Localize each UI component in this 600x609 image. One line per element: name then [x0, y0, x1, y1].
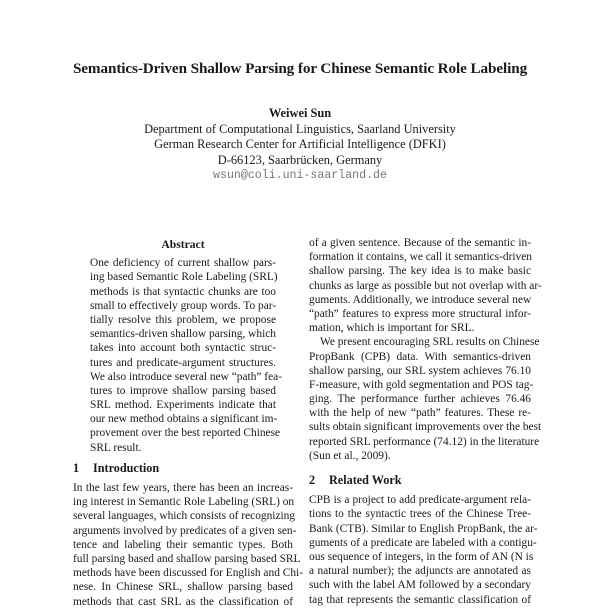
body-line: a natural number); the adjuncts are annotated as	[309, 565, 531, 578]
abstract-heading: Abstract	[161, 238, 205, 251]
abstract-line: tially resolve this problem, we propose	[90, 313, 276, 326]
abstract-line: tures and predicate-argument structures.	[90, 356, 276, 369]
abstract-line: methods is that syntactic chunks are too	[90, 285, 276, 298]
abstract-line: ing based Semantic Role Labeling (SRL)	[90, 271, 278, 284]
body-line: reported SRL performance (74.12) in the literature	[309, 435, 540, 448]
body-line: methods have been discussed for English and Chi-	[73, 567, 303, 580]
section-title: Related Work	[329, 473, 402, 487]
abstract-line: One deficiency of current shallow pars-	[90, 257, 276, 270]
related-work-paragraph	[309, 493, 538, 607]
introduction-paragraph-results	[309, 335, 540, 349]
abstract-line: our new method obtains a significant im-	[90, 413, 278, 426]
abstract-line: provement over the best reported Chinese	[90, 427, 281, 440]
body-line: chunks as large as possible but not overlap with ar-	[309, 279, 542, 292]
paper-title: Semantics-Driven Shallow Parsing for Chinese Semantic Role Labeling	[72, 60, 528, 77]
body-line: PropBank (CPB) data. With semantics-driven	[309, 350, 531, 363]
section-number: 2	[309, 473, 316, 487]
body-line: several languages, which consists of recognizing	[73, 510, 296, 523]
body-line: “path” features to express more structural infor-	[309, 307, 531, 320]
abstract-line: takes into account both syntactic struc-	[90, 342, 276, 355]
body-line: guments. Additionally, we introduce several new	[309, 293, 532, 306]
abstract-line: small to effectively group words. To par-	[90, 299, 277, 312]
body-line: shallow parsing, our SRL system achieves 76.10	[309, 364, 531, 377]
body-line: CPB is a project to add predicate-argument rela-	[309, 494, 531, 507]
body-line: In the last few years, there has been an increas-	[73, 482, 293, 495]
section-title: Introduction	[93, 460, 160, 475]
body-line: methods that cast SRL as the classification of	[73, 595, 293, 608]
affiliation-line: German Research Center for Artificial Intelligence (DFKI)	[154, 137, 446, 152]
body-line: (Sun et al., 2009).	[309, 449, 391, 462]
section-number: 1	[73, 460, 80, 475]
body-line: shallow parsing. The key idea is to make basic	[309, 265, 531, 278]
body-line: tag that represents the semantic classification of	[309, 593, 531, 606]
affiliation-line: D-66123, Saarbrücken, Germany	[217, 152, 383, 167]
abstract-line: SRL method. Experiments indicate that	[90, 399, 276, 412]
body-line: ous sequence of integers, in the form of AN (N is	[309, 550, 534, 563]
abstract-line: SRL result.	[90, 441, 142, 454]
body-line: ing interest in Semantic Role Labeling (SRL) on	[73, 496, 295, 509]
left-column	[73, 236, 303, 609]
body-line: We present encouraging SRL results on Chinese	[320, 336, 540, 349]
body-line: with the help of new “path” features. These re-	[309, 407, 531, 420]
introduction-paragraph	[73, 481, 303, 609]
body-line: arguments involved by predicates of a given sen-	[73, 524, 297, 537]
abstract-body	[90, 256, 282, 455]
body-line: mation, which is important for SRL.	[309, 322, 475, 335]
body-line: F-measure, with gold segmentation and POS tag-	[309, 378, 534, 391]
abstract-line: tures to improve shallow parsing based	[90, 384, 276, 397]
right-column	[309, 236, 542, 607]
body-line: formation it contains, we call it semantics-driven	[309, 251, 533, 264]
body-line: sults obtain significant improvements over the best	[309, 421, 542, 434]
body-line: tence and labeling their semantic types. Both	[73, 538, 293, 551]
section-heading-introduction	[73, 461, 293, 475]
author-email: wsun@coli.uni-saarland.de	[213, 169, 387, 183]
body-line: tions to the syntactic trees of the Chinese Tree-	[309, 508, 531, 521]
introduction-paragraph-continued	[309, 236, 542, 335]
body-line: Bank (CTB). Similar to English PropBank, the ar-	[309, 522, 538, 535]
body-line: of a given sentence. Because of the semantic in-	[309, 237, 531, 249]
section-heading-related-work	[309, 473, 531, 487]
abstract-line: We also introduce several new “path” fea-	[90, 370, 282, 383]
body-line: nese. In Chinese SRL, shallow parsing based	[73, 581, 293, 594]
body-line: guments of a predicate are labeled with a contigu-	[309, 536, 537, 549]
introduction-paragraph-results-body	[309, 350, 542, 464]
body-line: ging. The performance further achieves 76.46	[309, 393, 531, 406]
body-line: such with the label AM followed by a secondary	[309, 579, 531, 592]
body-line: full parsing based and shallow parsing based SRL	[73, 552, 301, 565]
affiliation-line: Department of Computational Linguistics, Saarland University	[144, 121, 456, 136]
author-block	[0, 106, 600, 184]
abstract-line: semantics-driven shallow parsing, which	[90, 328, 277, 341]
author-name: Weiwei Sun	[268, 106, 332, 120]
